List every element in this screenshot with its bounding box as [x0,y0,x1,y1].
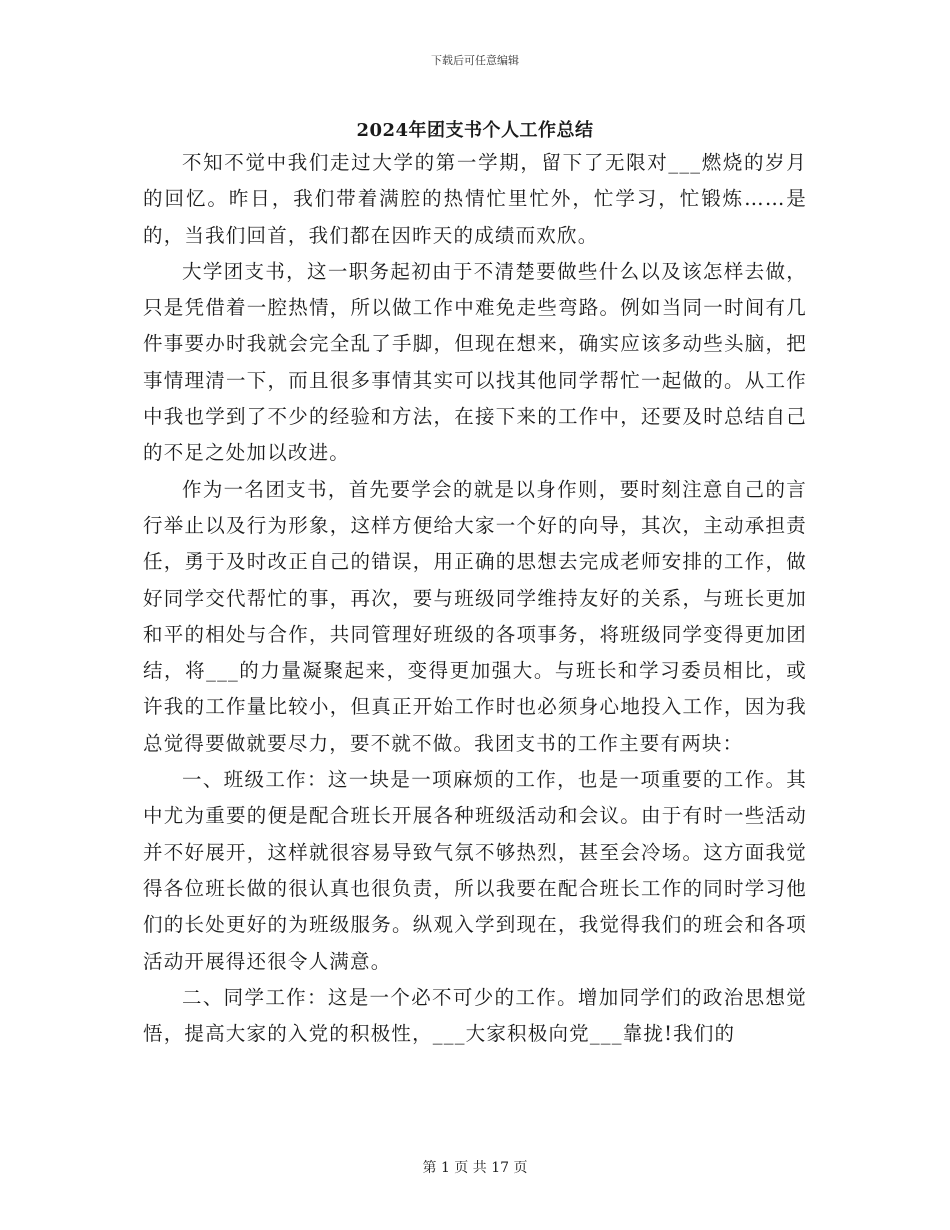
paragraph: 大学团支书，这一职务起初由于不清楚要做些什么以及该怎样去做，只是凭借着一腔热情，所以做工作中难免走些弯路。例如当同一时间有几件事要办时我就会完全乱了手脚，但现在想来，确实应该多动些头脑，把事情理清一下，而且很多事情其实可以找其他同学帮忙一起做的。从工作中我也学到了不少的经验和方法，在接下来的工作中，还要及时总结自己的不足之处加以改进。 [143,259,807,465]
paragraph: 二、同学工作：这是一个必不可少的工作。增加同学们的政治思想觉悟，提高大家的入党的积极性，___大家积极向党___靠拢!我们的 [143,985,807,1046]
paragraph: 一、班级工作：这一块是一项麻烦的工作，也是一项重要的工作。其中尤为重要的便是配合班长开展各种班级活动和会议。由于有时一些活动并不好展开，这样就很容易导致气氛不够热烈，甚至会冷场。这方面我觉得各位班长做的很认真也很负责，所以我要在配合班长工作的同时学习他们的长处更好的为班级服务。纵观入学到现在，我觉得我们的班会和各项活动开展得还很令人满意。 [143,768,807,973]
document-body [143,145,807,1052]
page-header-note: 下载后可任意编辑 [431,54,519,67]
page-number-footer: 第 1 页 共 17 页 [422,1160,528,1176]
document-title: 2024年团支书个人工作总结 [356,120,594,141]
paragraph: 不知不觉中我们走过大学的第一学期，留下了无限对___燃烧的岁月的回忆。昨日，我们带着满腔的热情忙里忙外，忙学习，忙锻炼……是的，当我们回首，我们都在因昨天的成绩而欢欣。 [143,151,807,247]
paragraph: 作为一名团支书，首先要学会的就是以身作则，要时刻注意自己的言行举止以及行为形象，这样方便给大家一个好的向导，其次，主动承担责任，勇于及时改正自己的错误，用正确的思想去完成老师安排的工作，做好同学交代帮忙的事，再次，要与班级同学维持友好的关系，与班长更加和平的相处与合作，共同管理好班级的各项事务，将班级同学变得更加团结，将___的力量凝聚起来，变得更加强大。与班长和学习委员相比，或许我的工作量比较小，但真正开始工作时也必须身心地投入工作，因为我总觉得要做就要尽力，要不就不做。我团支书的工作主要有两块： [143,477,807,755]
